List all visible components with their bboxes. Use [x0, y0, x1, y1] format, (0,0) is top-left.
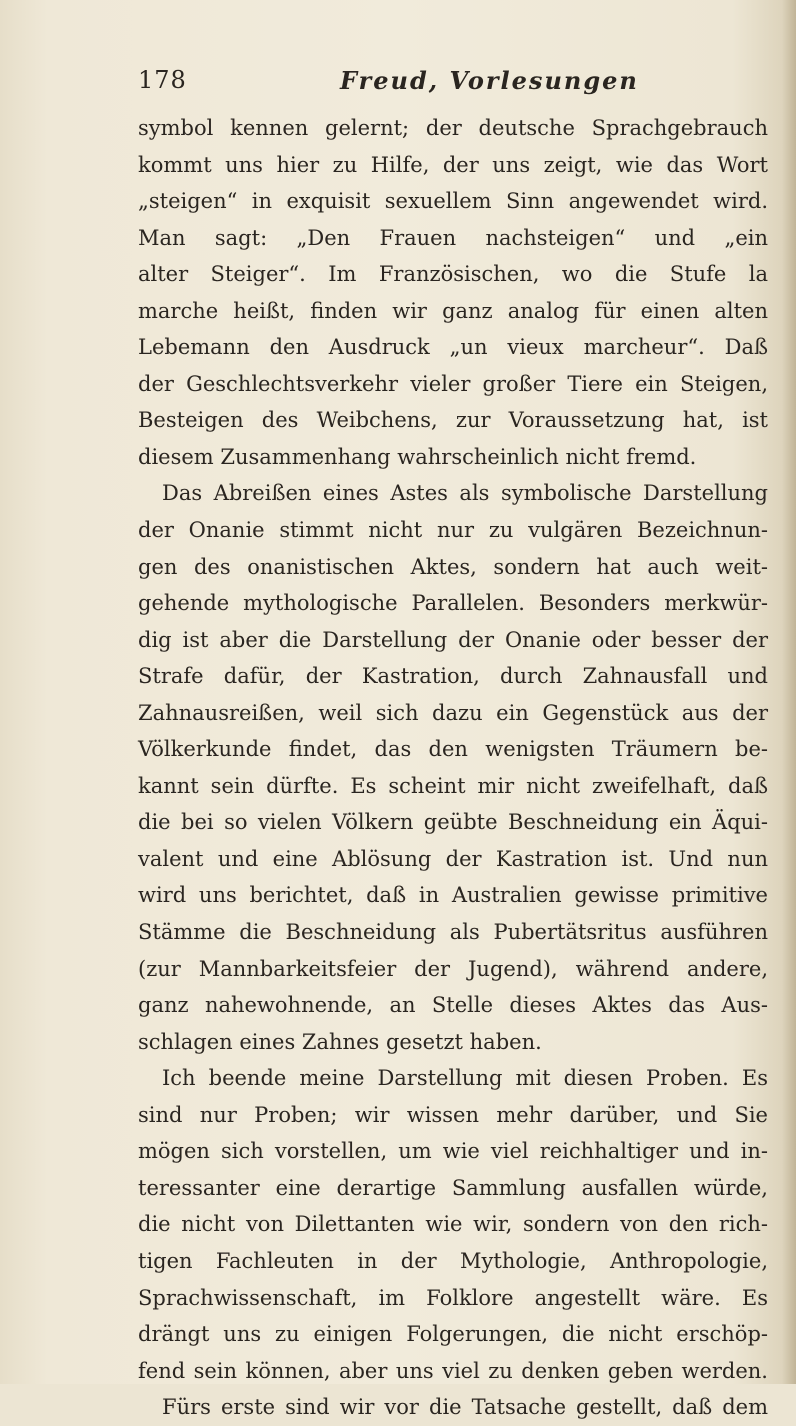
- page-number: 178: [138, 66, 187, 94]
- running-head: [138, 66, 748, 102]
- text-line: kommt uns hier zu Hilfe, der uns zeigt, wie das Wort: [138, 152, 768, 177]
- text-line: kannt sein dürfte. Es scheint mir nicht zweifelhaft, daß: [138, 773, 768, 798]
- text-line: ganz nahewohnende, an Stelle dieses Aktes das Aus-: [138, 993, 768, 1018]
- text-line: valent und eine Ablösung der Kastration ist. Und nun: [138, 846, 768, 871]
- text-line: Strafe dafür, der Kastration, durch Zahnausfall und: [138, 664, 768, 689]
- text-line: Völkerkunde findet, das den wenigsten Träumern be-: [138, 737, 768, 762]
- text-line: die bei so vielen Völkern geübte Beschneidung ein Äqui-: [138, 810, 768, 835]
- text-line: symbol kennen gelernt; der deutsche Sprachgebrauch: [138, 116, 768, 140]
- text-line: Stämme die Beschneidung als Pubertätsritus ausführen: [138, 920, 768, 945]
- text-line: marche heißt, finden wir ganz analog für einen alten: [138, 298, 768, 323]
- text-line: der Geschlechtsverkehr vieler großer Tiere ein Steigen,: [138, 371, 768, 396]
- paragraph-end-line: schlagen eines Zahnes gesetzt haben.: [138, 1029, 542, 1054]
- text-line: sind nur Proben; wir wissen mehr darüber, und Sie: [138, 1102, 768, 1127]
- text-line: dig ist aber die Darstellung der Onanie oder besser der: [138, 627, 768, 652]
- paragraph-start-line: Das Abreißen eines Astes als symbolische Darstellung: [162, 481, 768, 506]
- page-edge-shadow: [782, 0, 796, 1384]
- text-line: Besteigen des Weibchens, zur Voraussetzung hat, ist: [138, 408, 768, 433]
- text-line: (zur Mannbarkeitsfeier der Jugend), während andere,: [138, 956, 768, 981]
- text-line: gehende mythologische Parallelen. Besonders merkwür-: [138, 591, 768, 616]
- text-line: tigen Fachleuten in der Mythologie, Anthropologie,: [138, 1248, 768, 1273]
- text-line: Man sagt: „Den Frauen nachsteigen“ und „ein: [138, 225, 768, 250]
- text-line: wird uns berichtet, daß in Australien gewisse primitive: [138, 883, 768, 908]
- text-line: gen des onanistischen Aktes, sondern hat auch weit-: [138, 554, 768, 579]
- text-line: fend sein können, aber uns viel zu denken geben werden.: [138, 1358, 768, 1383]
- text-line: drängt uns zu einigen Folgerungen, die nicht erschöp-: [138, 1322, 768, 1347]
- text-line: alter Steiger“. Im Französischen, wo die Stufe la: [138, 262, 768, 287]
- paragraph-end-line: diesem Zusammenhang wahrscheinlich nicht fremd.: [138, 444, 697, 469]
- text-line: die nicht von Dilettanten wie wir, sondern von den rich-: [138, 1212, 768, 1237]
- paragraph-start-line: Ich beende meine Darstellung mit diesen Proben. Es: [162, 1066, 768, 1091]
- text-line: Lebemann den Ausdruck „un vieux marcheur“. Daß: [138, 335, 768, 360]
- text-line: Zahnausreißen, weil sich dazu ein Gegenstück aus der: [138, 700, 768, 725]
- text-line: „steigen“ in exquisit sexuellem Sinn angewendet wird.: [138, 189, 768, 214]
- text-line: Fürs erste sind wir vor die Tatsache gestellt, daß dem: [162, 1395, 768, 1420]
- body-text: [138, 110, 768, 1426]
- text-line: mögen sich vorstellen, um wie viel reichhaltiger und in-: [138, 1139, 768, 1164]
- text-line: der Onanie stimmt nicht nur zu vulgären Bezeichnun-: [138, 518, 768, 543]
- text-line: Sprachwissenschaft, im Folklore angestellt wäre. Es: [138, 1285, 768, 1310]
- running-title: Freud, Vorlesungen: [340, 66, 639, 95]
- text-line: teressanter eine derartige Sammlung ausfallen würde,: [138, 1175, 768, 1200]
